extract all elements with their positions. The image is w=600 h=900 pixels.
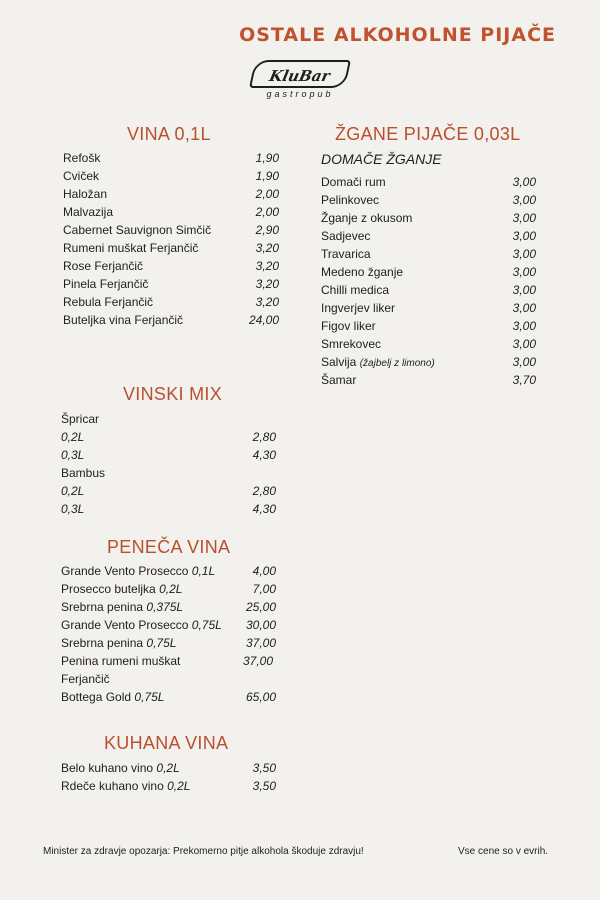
list-item: 0,2L 2,80	[61, 430, 276, 444]
list-item: Penina rumeni muškat 37,00	[61, 654, 273, 668]
logo-script: KluBar	[249, 60, 351, 88]
list-item: Bambus	[61, 466, 106, 480]
subsection-title-domace-zganje: DOMAČE ŽGANJE	[321, 151, 442, 167]
section-title-vinski-mix: VINSKI MIX	[123, 384, 223, 404]
list-item: Grande Vento Prosecco 0,1L 4,00	[61, 564, 276, 578]
list-item: Travarica 3,00	[321, 247, 536, 261]
list-item: Bottega Gold 0,75L 65,00	[61, 690, 276, 704]
list-item: 0,3L 4,30	[61, 448, 276, 462]
section-title-vina: VINA 0,1L	[127, 124, 211, 144]
list-item: Špricar	[61, 412, 100, 426]
list-item: Salvija (žajbelj z limono) 3,00	[321, 355, 536, 369]
list-item: 0,3L 4,30	[61, 502, 276, 516]
section-title-zgane-pijace: ŽGANE PIJAČE 0,03L	[335, 124, 521, 144]
list-item: 0,2L 2,80	[61, 484, 276, 498]
list-item: Žganje z okusom 3,00	[321, 211, 536, 225]
list-item: Sadjevec 3,00	[321, 229, 536, 243]
list-item: Medeno žganje 3,00	[321, 265, 536, 279]
klubar-logo	[250, 60, 350, 102]
list-item: Buteljka vina Ferjančič 24,00	[63, 313, 279, 327]
list-item: Rebula Ferjančič 3,20	[63, 295, 279, 309]
list-item: Cviček 1,90	[63, 169, 279, 183]
list-item: Figov liker 3,00	[321, 319, 536, 333]
list-item: Ingverjev liker 3,00	[321, 301, 536, 315]
list-item: Pinela Ferjančič 3,20	[63, 277, 279, 291]
section-title-peneca-vina: PENEČA VINA	[107, 537, 231, 557]
list-item: Ferjančič	[61, 672, 110, 686]
list-item: Srebrna penina 0,375L 25,00	[61, 600, 276, 614]
list-item: Grande Vento Prosecco 0,75L 30,00	[61, 618, 276, 632]
list-item: Chilli medica 3,00	[321, 283, 536, 297]
list-item: Malvazija 2,00	[63, 205, 279, 219]
section-title-kuhana-vina: KUHANA VINA	[104, 733, 229, 753]
list-item: Domači rum 3,00	[321, 175, 536, 189]
vat-note: Vse cene so v evrih.	[458, 846, 549, 857]
zgane-list	[321, 173, 536, 389]
health-warning: Minister za zdravje opozarja: Prekomerno pitje alkohola škoduje zdravju!	[43, 846, 364, 857]
list-item: Srebrna penina 0,75L 37,00	[61, 636, 276, 650]
list-item: Pelinkovec 3,00	[321, 193, 536, 207]
list-item: Smrekovec 3,00	[321, 337, 536, 351]
list-item: Haložan 2,00	[63, 187, 279, 201]
list-item: Rdeče kuhano vino 0,2L 3,50	[61, 779, 276, 793]
list-item: Belo kuhano vino 0,2L 3,50	[61, 761, 276, 775]
vina-list	[63, 149, 279, 333]
list-item: Rose Ferjančič 3,20	[63, 259, 279, 273]
list-item: Šamar 3,70	[321, 373, 536, 387]
list-item: Prosecco buteljka 0,2L 7,00	[61, 582, 276, 596]
list-item: Rumeni muškat Ferjančič 3,20	[63, 241, 279, 255]
kuhana-vina-list	[61, 759, 276, 795]
list-item: Refošk 1,90	[63, 151, 279, 165]
vinski-mix-list	[61, 410, 276, 520]
peneca-vina-list	[61, 562, 276, 708]
page-title: OSTALE ALKOHOLNE PIJAČE	[239, 24, 556, 46]
list-item: Cabernet Sauvignon Simčič 2,90	[63, 223, 279, 237]
logo-subtitle: gastropub	[266, 89, 334, 99]
